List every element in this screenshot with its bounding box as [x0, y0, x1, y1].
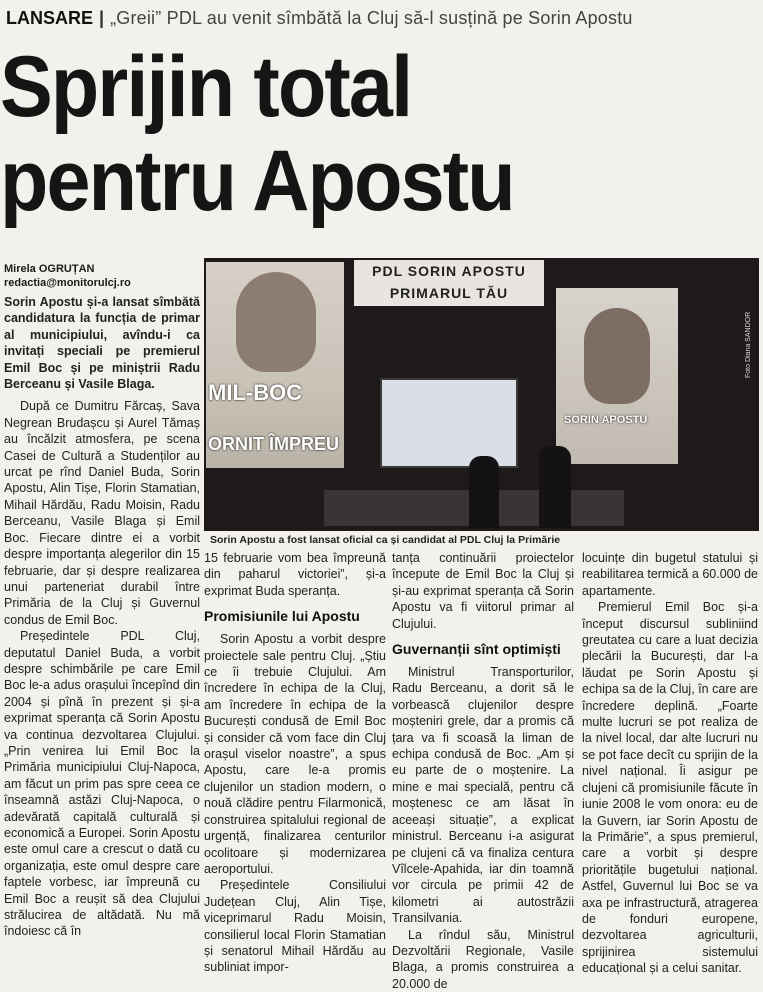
poster-right-text: SORIN APOSTU	[564, 414, 648, 426]
poster-right	[556, 288, 678, 464]
paragraph: Președintele Consiliului Județean Cluj, Alin Tișe, viceprimarul Radu Moisin, consilierul local Florin Stamatian și senatorul Mihail Hărdău au subliniat impor-	[204, 878, 386, 975]
paragraph: locuințe din bugetul statului și reabilitarea termică a 60.000 de apartamente.	[582, 551, 758, 598]
paragraph: 15 februarie vom bea împreună din paharul victoriei”, și-a exprimat Buda speranța.	[204, 551, 386, 598]
banner-line-2: PRIMARUL TĂU	[389, 285, 509, 301]
paragraph: Ministrul Transporturilor, Radu Berceanu, a dorit să le vorbească clujenilor despre moșteniri grele, dar a promis că țara va fi scoasă la liman de echipa condusă de Boc. „Am și eu parte de o moștenire. La mine e mai specială, pentru că moștenesc ce am lăsat în aceeași situație”, a explicat ministrul. Berceanu i-a asigurat pe clujeni că va finaliza centura Vîlcele-Apahida, iar din toamnă vor circula pe primii 42 de kilometri ai autostrăzii Transilvania.	[392, 665, 574, 926]
article-column-3	[392, 550, 574, 992]
paragraph: Sorin Apostu a vorbit despre proiectele sale pentru Cluj. „Știu ce îi trebuie Clujului. Am încredere în echipa de la Cluj, am încredere în echipa de la București condusă de Emil Boc și consider că vom face din Cluj orașul viselor noastre”, a spus Apostu, care le-a promis clujenilor un stadion modern, o nouă clădire pentru Filarmonică, construirea spitalului regional de urgență, finalizarea centurilor ocolitoare și modernizarea aeroportului.	[204, 632, 386, 876]
poster-left	[206, 262, 344, 468]
projection-screen	[380, 378, 518, 468]
paragraph: tanța continuării proiectelor începute de Emil Boc la Cluj și și-au exprimat speranța că Sorin Apostu va fi viitorul primar al Clujului.	[392, 551, 574, 631]
byline	[4, 262, 200, 290]
poster-left-text-1: MIL-BOC	[208, 380, 303, 405]
author-name: Mirela OGRUȚAN	[4, 263, 95, 275]
speaker-figure	[469, 456, 499, 528]
article-column-4	[582, 550, 758, 977]
speaker-figure	[539, 446, 571, 528]
author-email: redactia@monitorulcj.ro	[4, 277, 131, 289]
stage-banner	[354, 260, 544, 306]
article-column-2	[204, 550, 386, 976]
kicker-line	[6, 5, 756, 31]
photo-credit: Foto Diana SANDOR	[745, 311, 752, 378]
article-lead: Sorin Apostu și-a lansat sîmbătă candidatura la funcția de primar al municipiului, avîndu-i ca invitați speciali pe premierul Emil Boc și pe miniștrii Radu Berceanu și Vasile Blaga.	[4, 295, 200, 392]
headline-line-2: pentru Apostu	[0, 133, 514, 229]
section-tag: LANSARE	[6, 8, 94, 28]
subheading: Promisiunile lui Apostu	[204, 608, 360, 625]
headline	[0, 40, 763, 228]
poster-left-text-2: ORNIT ÎMPREU	[208, 434, 340, 454]
paragraph: La rîndul său, Ministrul Dezvoltării Regionale, Vasile Blaga, a promis construirea a 20.000 de	[392, 927, 574, 991]
kicker-separator: |	[99, 8, 105, 28]
poster-face	[236, 272, 316, 372]
banner-line-1: PDL SORIN APOSTU	[372, 263, 526, 279]
poster-face	[584, 308, 650, 404]
headline-line-1: Sprijin total	[0, 39, 412, 135]
photo-caption: Sorin Apostu a fost lansat oficial ca și candidat al PDL Cluj la Primărie	[210, 534, 561, 546]
paragraph: După ce Dumitru Fărcaș, Sava Negrean Brudașcu și Aurel Tămaș au încălzit atmosfera, pe scena Casei de Cultură a Studenților au urcat pe rînd Daniel Buda, Sorin Apostu, Alin Tișe, Florin Stamatian, Mihail Hărdău, Radu Moisin, Radu Berceanu, Vasile Blaga și Emil Boc. Fiecare dintre ei a vorbit despre importanța alegerilor din 15 februarie, dar și despre realizarea unui parteneriat durabil între Primăria de la Cluj și Guvernul condus de Emil Boc.	[4, 399, 200, 627]
paragraph: Președintele PDL Cluj, deputatul Daniel Buda, a vorbit despre schimbările pe care Emil Boc le-a adus orașului începînd din 2004 și pînă în prezent și și-a exprimat speranța că Sorin Apostu va continua dezvoltarea Clujului. „Prin venirea lui Emil Boc la Primăria municipiului Cluj-Napoca, am făcut un prim pas spre ceea ce înseamnă astăzi Cluj-Napoca, o adevărată capitală culturală și economică a Europei. Sorin Apostu este omul care a crescut o dată cu organizația, este omul despre care faptele vorbesc, iar împreună cu Emil Boc a reușit să dea Clujului strălucirea de altădată. Nu mă îndoiesc că în	[4, 629, 200, 939]
subheading: Guvernanții sînt optimiști	[392, 641, 561, 658]
kicker-subtitle: „Greii” PDL au venit sîmbătă la Cluj să-l susțină pe Sorin Apostu	[110, 8, 633, 28]
paragraph: Premierul Emil Boc și-a început discursul subliniind greutatea cu care a luat decizia plecării la București, dar l-a lăudat pe Sorin Apostu și echipa sa de la Cluj, în care are încredere deplină. „Foarte multe lucruri se pot realiza de la nivel local, dar alte lucruri nu se pot face decît cu sprijin de la nivel național. Îi asigur pe clujeni că promisiunile făcute în iunie 2008 le vom onora: eu de la Guvern, iar Sorin Apostu de la Primărie”, a spus premierul, care a vorbit și despre prioritățile bugetului național. Astfel, Guvernul lui Boc se va axa pe infrastructură, atragerea de fonduri europene, dezvoltarea agriculturii, sprijinirea sistemului educațional și a celui sanitar.	[582, 600, 758, 976]
article-column-1	[4, 294, 200, 940]
event-photo	[204, 258, 759, 531]
